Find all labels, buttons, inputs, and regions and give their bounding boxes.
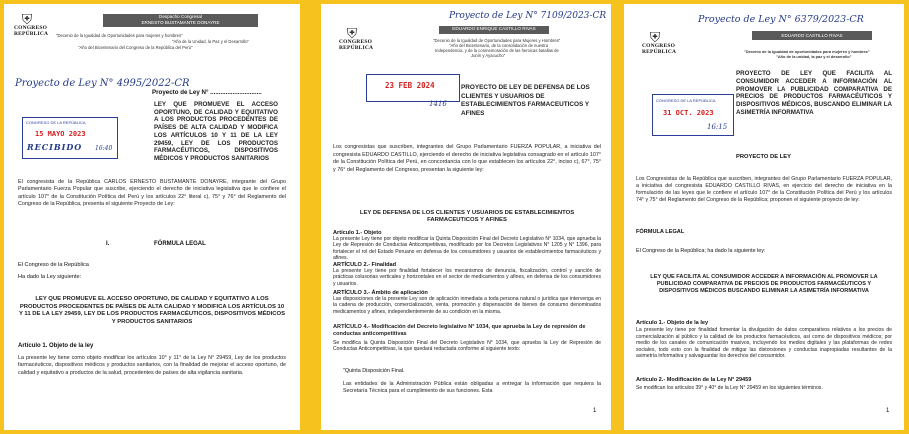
- document-page-2: [321, 4, 611, 430]
- article-3-title: ARTÍCULO 3.- Ámbito de aplicación: [333, 290, 428, 296]
- ha-dado-text: Ha dado la Ley siguiente:: [18, 274, 82, 280]
- stamp-date: 15 MAYO 2023: [35, 130, 86, 138]
- article-2-title: ARTÍCULO 2.- Finalidad: [333, 262, 397, 268]
- congress-label: CONGRESO REPÚBLICA: [14, 25, 49, 37]
- office-header: EDUARDO ENRIQUE CASTILLO RIVAS: [439, 26, 549, 34]
- article-1-title: Artículo 1. Objeto de la ley: [18, 343, 94, 349]
- section-title: FÓRMULA LEGAL: [154, 241, 206, 247]
- formula-legal: FÓRMULA LEGAL: [636, 229, 685, 235]
- law-title: LEY DE DEFENSA DE LOS CLIENTES Y USUARIOS DE ESTABLECIMIENTOS FARMACEUTICOS Y AFINES: [359, 210, 575, 224]
- intro-paragraph: Los Congresistas de la República que suscriben, integrantes del Grupo Parlamentario FUERZA POPULAR, a iniciativa del congresista EDUARDO CASTILLO RIVAS, en ejercicio del derecho de iniciativa en la formulación de las leyes que le confiere el artículo 107° de la Constitución Política del Perú y los artículos 74° y 75° del Reglamento del Congreso de la República; proponen el siguiente proyecto de ley:: [636, 176, 892, 203]
- law-title: LEY QUE PROMUEVE EL ACCESO OPORTUNO, DE CALIDAD Y EQUITATIVO A LOS PRODUCTOS PROCEDENTES DE PAÍSES DE ALTA CALIDAD Y MODIFICA LOS ARTÍCULOS 10 Y 11 DE LA LEY 29459, LEY DE LOS PRODUCTOS FARMACÉUTICOS, DISPOSITIVOS MÉDICOS Y PRODUCTOS SANITARIOS: [18, 296, 286, 325]
- bill-title: LEY QUE PROMUEVE EL ACCESO OPORTUNO, DE CALIDAD Y EQUITATIVO A LOS PRODUCTOS PROCEDENTES DE PAÍSES DE ALTA CALIDAD Y MODIFICA LOS ARTÍCULOS 10 Y 11 DE LA LEY 29459, LEY DE LOS PRODUCTOS FARMACÉUTICOS, DISPOSITIVOS MÉDICOS Y PRODUCTOS SANITARIOS: [154, 101, 278, 162]
- intro-paragraph: Los congresistas que suscriben, integrantes del Grupo Parlamentario FUERZA POPULAR, a iniciativa del congresista EDUARDO CASTILLO, ejerciendo el derecho de iniciativa legislativa consagrado en el artículo 107° de la Constitución Política del Perú, en concordancia con lo que establecen los artículos 22°, inciso c), 67°, 75° y 76° del Reglamento del Congreso, presentan la siguiente ley:: [333, 144, 601, 173]
- entities-text: Las entidades de la Administración Pública están obligadas a entregar la información que requiera la Secretaría Técnica para el cumplimiento de sus funciones. Esta: [343, 381, 601, 394]
- stamp-date: 23 FEB 2024: [385, 81, 435, 90]
- reception-stamp: [22, 117, 118, 159]
- stamp-date: 31 OCT. 2023: [663, 109, 714, 117]
- reception-stamp: [366, 74, 460, 102]
- stamp-time: 1416: [429, 100, 447, 108]
- quote-text: "Quinta Disposición Final.: [343, 368, 405, 374]
- year-text: "Año de la unidad, la paz y el desarrollo": [776, 54, 852, 59]
- bill-title: PROYECTO DE LEY DE DEFENSA DE LOS CLIENTES Y USUARIOS DE ESTABLECIMIENTOS FARMACEUTICOS Y AFINES: [461, 84, 590, 117]
- congreso-text: El Congreso de la República; ha dado la siguiente ley:: [636, 248, 766, 254]
- congress-logo: [14, 11, 49, 37]
- congress-label: CONGRESO REPÚBLICA: [339, 39, 374, 51]
- year-line-1: "Año del Bicentenario, de la consolidación de nuestra: [449, 43, 549, 48]
- stamp-recibido: RECIBIDO: [27, 142, 83, 152]
- intro-paragraph: El congresista de la República CARLOS ERNESTO BUSTAMANTE DONAYRE, integrante del Grupo Parlamentario Fuerza Popular que suscribe, ejerciendo el derecho de iniciativa legislativa que le confiere el artículo 107° de la Constitución Política del Perú y los artículos 22° literal c), 75° y 76° del Reglamento del Congreso de la República, presenta el siguiente Proyecto de Ley:: [18, 179, 286, 208]
- shield-icon: ⛨: [21, 11, 33, 27]
- stamp-org: CONGRESO DE LA REPÚBLICA: [26, 120, 86, 125]
- article-1-text: La presente ley tiene como objeto modificar los artículos 10° y 11° de la Ley N° 29459, Ley de los productos farmacéuticos, dispositivos médicos y productos sanitarios, con la finalidad de mejorar el acceso oportuno, de calidad y equitativo a productos de la salud, procedentes de países de alta vigilancia sanitaria.: [18, 355, 286, 376]
- article-1-title: Artículo 1.- Objeto: [333, 230, 382, 236]
- stamp-time: 16:15: [707, 123, 728, 131]
- congress-label: CONGRESO REPÚBLICA: [642, 43, 677, 55]
- decenio-text: "Decenio de la Igualdad de Oportunidades para mujeres y hombres": [56, 33, 183, 38]
- law-title: LEY QUE FACILITA AL CONSUMIDOR ACCEDER A INFORMACIÓN AL PROMOVER LA PUBLICIDAD COMPARATIVA DE PRECIOS DE PRODUCTOS FARMACÉUTICOS Y DISPOSITIVOS MÉDICOS BUSCANDO ELIMINAR LA ASIMETRÍA INFORMATIVA: [650, 274, 878, 294]
- office-header: EDUARDO CASTILLO RIVAS: [752, 31, 872, 40]
- congreso-text: El Congreso de la República: [18, 262, 89, 268]
- decenio-text: "Decenio de la Igualdad de oportunidades para mujeres y hombres": [744, 49, 870, 54]
- document-page-3: [624, 4, 904, 430]
- year-text: "Año de la Unidad, la Paz y el Desarrollo": [172, 39, 249, 44]
- article-1-title: Artículo 1.- Objeto de la ley: [636, 320, 709, 326]
- proyecto-title: Proyecto de Ley N° ..............................: [152, 89, 262, 96]
- congress-logo: [339, 25, 374, 51]
- stamp-org: CONGRESO DE LA REPÚBLICA: [656, 98, 716, 103]
- article-3-text: Las disposiciones de la presente Ley son de aplicación inmediata a toda persona natural o jurídica que intervenga en la cadena de producción, comercialización, venta, promoción y dispensación de bienes de consumo denominados medicamentos y afines, independientemente de su condición en la misma.: [333, 296, 601, 315]
- article-2-text: La presente Ley tiene por finalidad fortalecer los mecanismos de denuncia, fiscalización, control y sanción de prácticas colusorias verticales y horizontales en el sector de medicamentos y afines, en defensa de los consumidores y usuarios.: [333, 268, 601, 287]
- article-1-text: La presente ley tiene por finalidad fomentar la divulgación de datos comparativos relativos a los precios de comercialización al público y la calidad de los productos farmacéuticos, así como de dispositivos médicos; por medio de los canales de comunicación masivos, incluyendo los medios digitales y las plataformas de redes sociales, todo esto con la finalidad de mitigar las distorsiones y conductas inapropiadas resultantes de la asimetría informativa y salvaguardar los derechos del consumidor.: [636, 327, 892, 360]
- proyecto-number-handwritten: Proyecto de Ley N° 4995/2022-CR: [15, 78, 190, 89]
- page-number: 1: [886, 408, 890, 414]
- year-line-3: Junín y Ayacucho": [471, 53, 506, 58]
- article-4-title: ARTÍCULO 4.- Modificación del Decreto legislativo N° 1034, que aprueba la Ley de represión de conductas anticompetitivas: [333, 324, 586, 337]
- article-4-text: Se modifica la Quinta Disposición Final del Decreto Legislativo N° 1034, que aprueba la Ley de Represión de Conductas Anticompetitivas, la que quedará redactada conforme al siguiente texto:: [333, 340, 601, 353]
- proyecto-number-handwritten: Proyecto de Ley N° 7109/2023-CR: [449, 11, 607, 21]
- page-number: 1: [593, 408, 597, 414]
- year-line-2: Independencia, y de la conmemoración de las heroicas batallas de: [435, 48, 559, 53]
- article-2-text: Se modifican los artículos 39° y 40° de la Ley N° 29459 en los siguientes términos.: [636, 385, 823, 391]
- section-title: PROYECTO DE LEY: [736, 154, 791, 160]
- article-2-title: Artículo 2.- Modificación de la Ley N° 29459: [636, 377, 752, 383]
- bicentenario-text: "Año del Bicentenario del Congreso de la República del Perú": [78, 45, 193, 50]
- office-header: Despacho Congresal ERNESTO BUSTAMANTE DONAYRE: [103, 14, 258, 27]
- reception-stamp: [652, 94, 734, 136]
- stamp-time: 16:40: [95, 145, 113, 152]
- decenio-text: "Decenio de la Igualdad de Oportunidades para Mujeres y Hombres": [433, 38, 561, 43]
- shield-icon: ⛨: [649, 29, 661, 45]
- section-number: I.: [106, 241, 110, 247]
- proyecto-number-handwritten: Proyecto de Ley N° 6379/2023-CR: [698, 14, 864, 25]
- shield-icon: ⛨: [346, 25, 358, 41]
- document-page-1: [4, 4, 300, 430]
- article-1-text: La presente Ley tiene por objeto modificar la Quinta Disposición Final del Decreto Legislativo N° 1034, que aprueba la Ley de Represión de Conductas Anticompetitivas, modificado por los Decretos Legislativos N° 1205 y N° 1396, para fortalecer el rol del Estado Peruano en defensa de los consumidores y usuarios de establecimientos farmacéuticos y afines.: [333, 236, 601, 262]
- bill-title: PROYECTO DE LEY QUE FACILITA AL CONSUMIDOR ACCEDER A INFORMACIÓN AL PROMOVER LA PUBLICIDAD COMPARATIVA DE PRECIOS DE PRODUCTOS FARMACÉUTICOS Y DISPOSITIVOS MÉDICOS, BUSCANDO ELIMINAR LA ASIMETRÍA INFORMATIVA: [736, 70, 892, 116]
- congress-logo: [642, 29, 677, 55]
